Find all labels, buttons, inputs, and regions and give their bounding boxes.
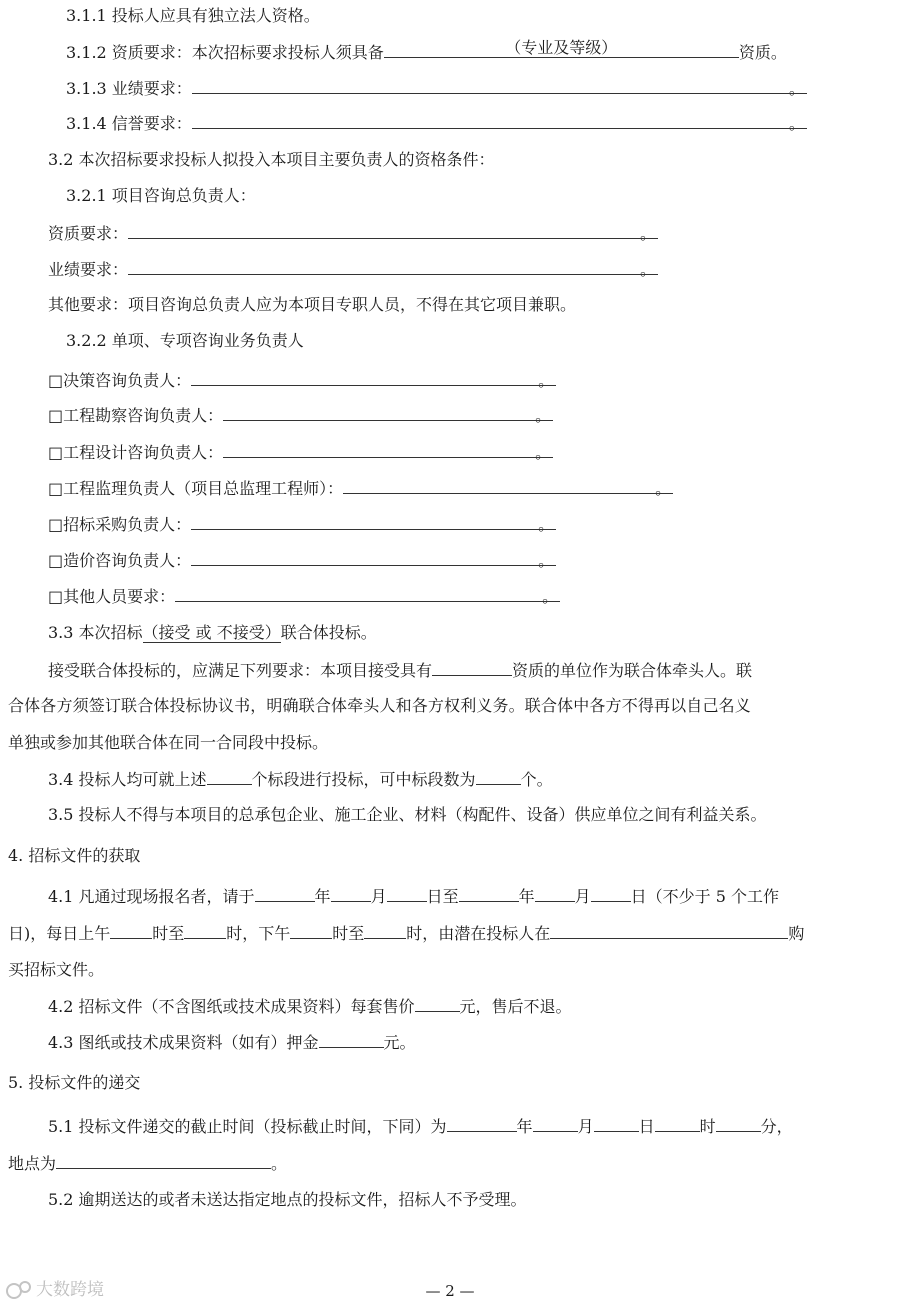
clause-3-1-2-suffix: 资质。: [738, 43, 787, 62]
deadline-year-blank: [447, 1116, 517, 1132]
clause-4-1-text: 月: [574, 887, 591, 906]
section-count-blank: [207, 769, 252, 785]
clause-5-1-text: 地点为: [8, 1154, 57, 1173]
role-end: 。: [538, 371, 555, 390]
consortium-para-text: 接受联合体投标的，应满足下列要求：本项目接受具有: [48, 661, 433, 680]
clause-3-3: [48, 623, 377, 643]
chief-performance-line: [48, 259, 656, 280]
start-year-blank: [255, 886, 315, 902]
consortium-choice: （接受 或 不接受）: [142, 623, 281, 642]
start-month-blank: [331, 886, 371, 902]
role-label: □工程设计咨询负责人：: [48, 443, 224, 462]
clause-4-1-text: 时至: [332, 924, 365, 943]
deadline-minute-blank: [716, 1116, 761, 1132]
clause-5-1-line1: [48, 1116, 793, 1137]
clause-4-1-text: 4.1 凡通过现场报名者，请于: [48, 887, 255, 906]
clause-4-1-text: 时至: [152, 924, 185, 943]
role-line: [48, 370, 554, 391]
qualification-blank: [384, 38, 739, 58]
end-month-blank: [535, 886, 575, 902]
clause-4-2: [48, 996, 572, 1017]
clause-4-1-text: 日至: [426, 887, 459, 906]
section-4-heading: 4. 招标文件的获取: [8, 846, 141, 865]
clause-3-2-1: 3.2.1 项目咨询总负责人：: [66, 186, 256, 205]
clause-4-2-text: 元，售后不退。: [459, 997, 572, 1016]
clause-4-1-line1: [48, 886, 779, 907]
clause-4-1-text: 年: [518, 887, 535, 906]
section-5-heading: 5. 投标文件的递交: [8, 1073, 141, 1092]
clause-3-3-prefix: 3.3 本次招标: [48, 623, 143, 642]
consortium-para-line2: 合体各方须签订联合体投标协议书，明确联合体牵头人和各方权利义务。联合体中各方不得再以自己名义: [8, 696, 751, 715]
clause-4-2-text: 4.2 招标文件（不含图纸或技术成果资料）每套售价: [48, 997, 415, 1016]
pm-end-blank: [364, 923, 406, 939]
role-line: [48, 550, 554, 571]
clause-4-1-text: 时，由潜在投标人在: [406, 924, 551, 943]
clause-3-2-2: 3.2.2 单项、专项咨询业务负责人: [66, 331, 304, 350]
credit-blank: [192, 113, 807, 129]
role-blank: [343, 478, 673, 494]
submission-location-blank: [56, 1153, 271, 1169]
chief-qualification-blank: [128, 223, 658, 239]
clause-3-1-3-label: 3.1.3 业绩要求：: [66, 79, 192, 98]
watermark-text: 大数跨境: [36, 1280, 104, 1300]
am-start-blank: [110, 923, 152, 939]
clause-4-1-text: 日)，每日上午: [8, 924, 111, 943]
clause-5-1-text: 年: [516, 1117, 533, 1136]
chief-qualification-line: [48, 223, 656, 244]
performance-blank: [192, 78, 807, 94]
end-day-blank: [591, 886, 631, 902]
role-label: □造价咨询负责人：: [48, 551, 192, 570]
role-end: 。: [538, 515, 555, 534]
consortium-para-line3: 单独或参加其他联合体在同一合同段中投标。: [8, 733, 329, 752]
chief-performance-label: 业绩要求：: [48, 260, 129, 279]
clause-4-1-line2: [8, 923, 804, 944]
role-label: □决策咨询负责人：: [48, 371, 192, 390]
role-label: □工程监理负责人（项目总监理工程师）：: [48, 479, 344, 498]
purchase-location-blank: [550, 923, 788, 939]
clause-4-1-text: 日（不少于 5 个工作: [630, 887, 779, 906]
clause-5-2: 5.2 逾期送达的或者未送达指定地点的投标文件，招标人不予受理。: [48, 1190, 527, 1209]
chief-performance-blank: [128, 259, 658, 275]
clause-3-3-suffix: 联合体投标。: [280, 623, 377, 642]
pm-start-blank: [290, 923, 332, 939]
role-blank: [175, 586, 560, 602]
clause-4-3: [48, 1032, 416, 1053]
role-blank: [223, 405, 553, 421]
consortium-para-line1: [48, 660, 752, 681]
deposit-blank: [319, 1032, 384, 1048]
clause-3-1-2-prefix: 3.1.2 资质要求：本次招标要求投标人须具备: [66, 43, 384, 62]
clause-5-1-text: 日: [638, 1117, 655, 1136]
clause-5-1-text: 时: [699, 1117, 716, 1136]
clause-3-4-text: 个。: [520, 770, 553, 789]
deadline-day-blank: [594, 1116, 639, 1132]
consortium-para-text: 资质的单位作为联合体牵头人。联: [512, 661, 753, 680]
clause-3-1-1: 3.1.1 投标人应具有独立法人资格。: [66, 6, 320, 25]
chief-qualification-label: 资质要求：: [48, 224, 129, 243]
clause-5-1-text: 分，: [760, 1117, 793, 1136]
chief-performance-end: 。: [640, 260, 657, 279]
clause-3-2: 3.2 本次招标要求投标人拟投入本项目主要负责人的资格条件：: [48, 150, 495, 169]
clause-4-1-text: 年: [314, 887, 331, 906]
chief-other-requirement: 其他要求：项目咨询总负责人应为本项目专职人员，不得在其它项目兼职。: [48, 295, 577, 314]
clause-3-1-3: [66, 78, 805, 99]
clause-4-1-text: 时，下午: [226, 924, 291, 943]
role-line: [48, 514, 554, 535]
clause-5-1-line2: [8, 1153, 287, 1174]
role-blank: [191, 370, 556, 386]
clause-4-1-line3: 买招标文件。: [8, 960, 105, 979]
clause-3-4-text: 个标段进行投标，可中标段数为: [251, 770, 476, 789]
clause-4-1-text: 购: [788, 924, 805, 943]
role-end: 。: [655, 479, 672, 498]
role-end: 。: [538, 551, 555, 570]
deadline-month-blank: [533, 1116, 578, 1132]
role-blank: [223, 442, 553, 458]
clause-4-3-text: 元。: [383, 1033, 416, 1052]
clause-3-4: [48, 769, 553, 790]
clause-4-3-text: 4.3 图纸或技术成果资料（如有）押金: [48, 1033, 319, 1052]
chief-qualification-end: 。: [640, 224, 657, 243]
lead-qualification-blank: [432, 660, 512, 676]
clause-3-1-4-end: 。: [788, 114, 805, 133]
role-label: □工程勘察咨询负责人：: [48, 406, 224, 425]
clause-3-5: 3.5 投标人不得与本项目的总承包企业、施工企业、材料（构配件、设备）供应单位之间有利益关系。: [48, 805, 767, 824]
watermark-logo-icon: [6, 1280, 32, 1300]
clause-3-1-4-label: 3.1.4 信誉要求：: [66, 114, 192, 133]
role-blank: [191, 514, 556, 530]
end-year-blank: [459, 886, 519, 902]
clause-3-1-4: [66, 113, 805, 134]
qualification-blank-hint: （专业及等级）: [505, 38, 618, 57]
role-end: 。: [535, 443, 552, 462]
clause-3-1-2: [66, 38, 787, 63]
clause-3-1-3-end: 。: [788, 79, 805, 98]
role-line: [48, 405, 551, 426]
role-line: [48, 586, 558, 607]
clause-4-1-text: 月: [370, 887, 387, 906]
role-line: [48, 478, 671, 499]
am-end-blank: [184, 923, 226, 939]
role-label: □其他人员要求：: [48, 587, 176, 606]
role-blank: [191, 550, 556, 566]
clause-5-1-text: 。: [271, 1154, 288, 1173]
clause-3-4-text: 3.4 投标人均可就上述: [48, 770, 207, 789]
role-line: [48, 442, 551, 463]
price-blank: [415, 996, 460, 1012]
page-number: — 2 —: [425, 1282, 475, 1300]
clause-5-1-text: 5.1 投标文件递交的截止时间（投标截止时间，下同）为: [48, 1117, 447, 1136]
role-end: 。: [535, 406, 552, 425]
role-end: 。: [542, 587, 559, 606]
role-label: □招标采购负责人：: [48, 515, 192, 534]
start-day-blank: [387, 886, 427, 902]
winnable-count-blank: [476, 769, 521, 785]
clause-5-1-text: 月: [577, 1117, 594, 1136]
watermark: [6, 1278, 104, 1302]
deadline-hour-blank: [655, 1116, 700, 1132]
